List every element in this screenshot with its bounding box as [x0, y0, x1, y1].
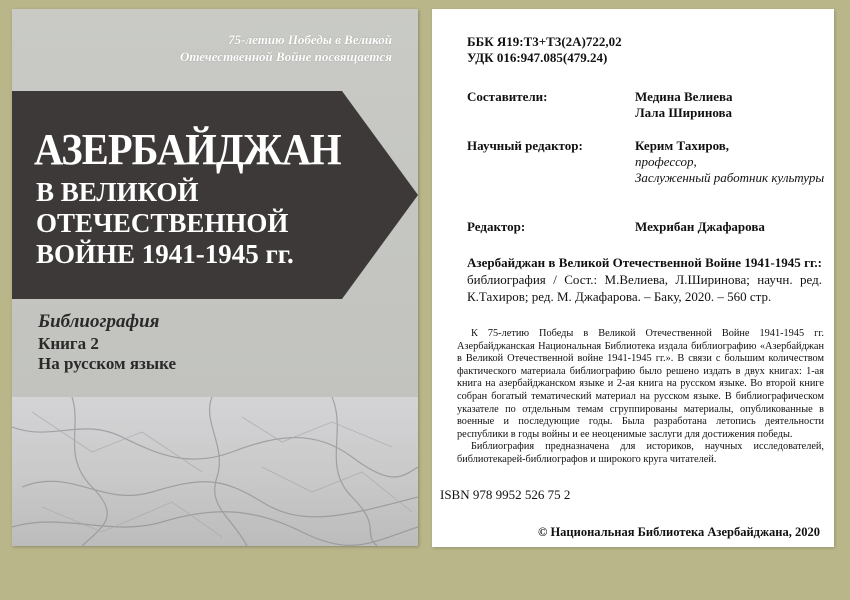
compiler-name: Медина Велиева — [635, 89, 733, 104]
cover-book-number: Книга 2 — [38, 334, 99, 353]
editor-value — [635, 219, 825, 235]
sci-editor-value — [635, 138, 825, 186]
book-cover — [12, 9, 418, 546]
classification-codes — [467, 34, 622, 66]
colophon-page — [432, 9, 834, 547]
editor-label: Редактор: — [467, 219, 526, 234]
annotation-paragraph-1: К 75-летию Победы в Великой Отечественной Войне 1941-1945 гг. Азербайджанская Национальная Библиотека издала библиографию «Азербайджан в Великой Отечественной войне 1941-1945 гг.». В связи с большим количеством фактического материала библиографию было решено издать в двух книгах: 1-ая книга на азербайджанском языке и 2-ая книга на русском языке. Во второй книге собран богатый тематический материал на русском языке. В библиографическом указателе по отдельным темам сгруппированы материалы, опубликованные в военные и последующие годы. Была разработана летопись деятельности республики в годы войны и ее неоценимые заслуги для достижения победы. — [457, 328, 824, 440]
cover-title-main: АЗЕРБАЙДЖАН — [34, 125, 341, 174]
cover-dedication — [92, 31, 392, 65]
compiler-name: Лала Ширинова — [635, 105, 733, 120]
cover-language: На русском языке — [38, 354, 177, 373]
cover-title-line-3: ОТЕЧЕСТВЕННОЙ — [36, 208, 289, 238]
annotation-paragraph-2: Библиография предназначена для историков, научных исследователей, библиотекарей-библиографов и широкого круга читателей. — [457, 441, 824, 465]
citation-title: Азербайджан в Великой Отечественной Войне 1941-1945 гг.: — [467, 255, 822, 270]
citation-details: библиография / Сост.: М.Велиева, Л.Ширинова; научн. ред. К.Тахиров; ред. М. Джафарова. – Баку, 2020. – 560 стр. — [467, 272, 822, 304]
sci-editor-name: Керим Тахиров, — [635, 138, 730, 153]
cover-title-line-4: ВОЙНЕ 1941-1945 гг. — [36, 239, 294, 269]
marble-texture — [12, 397, 418, 546]
cover-title-line-2: В ВЕЛИКОЙ — [36, 177, 199, 207]
marble-veins — [12, 397, 418, 546]
compilers-value — [635, 89, 825, 121]
annotation — [457, 328, 824, 467]
sci-editor-label: Научный редактор: — [467, 138, 583, 153]
bbk-code: ББК Я19:Т3+Т3(2А)722,02 — [467, 34, 622, 49]
dedication-line-1: 75-летию Победы в Великой — [228, 32, 392, 47]
sci-editor-title-2: Заслуженный работник культуры — [635, 170, 825, 185]
sci-editor-title-1: профессор, — [635, 154, 697, 169]
copyright: © Национальная Библиотека Азербайджана, 2020 — [538, 525, 820, 539]
editor-name: Мехрибан Джафарова — [635, 219, 765, 234]
isbn: ISBN 978 9952 526 75 2 — [440, 487, 571, 502]
compilers-label: Составители: — [467, 89, 548, 104]
bibliographic-citation — [467, 254, 822, 305]
dedication-line-2: Отечественной Войне посвящается — [179, 49, 392, 64]
cover-genre: Библиография — [38, 311, 160, 332]
udk-code: УДК 016:947.085(479.24) — [467, 50, 608, 65]
cover-title-sub — [36, 177, 376, 270]
